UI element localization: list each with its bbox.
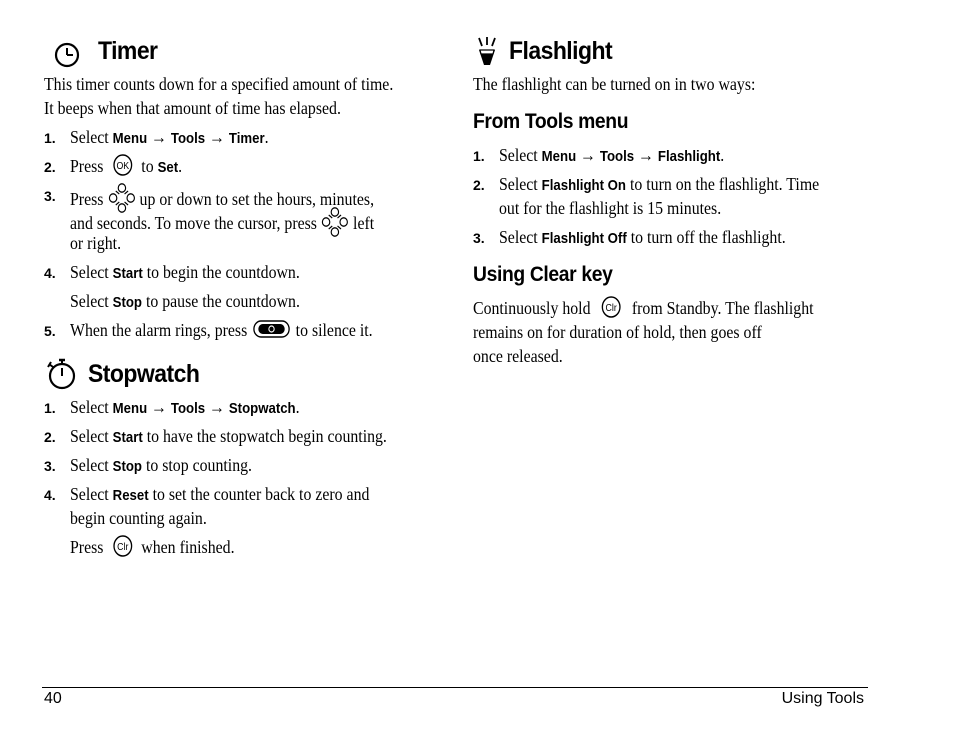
timer-heading: Timer (98, 37, 158, 65)
timer-icon (52, 40, 82, 73)
set-label: Set (157, 159, 179, 177)
end-key-icon (251, 319, 291, 345)
step-number: 4. (44, 487, 56, 503)
stopwatch-label: Stopwatch (228, 400, 296, 417)
stop-label: Stop (112, 458, 142, 475)
timer-step-2: Press OK to Set. (70, 154, 182, 182)
timer-step-3-line2: and seconds. To move the cursor, press left (70, 207, 374, 243)
timer-step-3-line1: Press up or down to set the hours, minutes, (70, 183, 374, 219)
timer-step-4: Select Start to begin the countdown. (70, 262, 300, 282)
step-number: 5. (44, 323, 56, 339)
start-label: Start (112, 429, 143, 446)
step-number: 4. (44, 265, 56, 281)
tools-label: Tools (170, 130, 206, 147)
page-number: 40 (44, 690, 62, 707)
timer-step-5: When the alarm rings, press to silence it. (70, 318, 373, 345)
start-label: Start (112, 265, 143, 282)
using-clear-key-heading: Using Clear key (473, 263, 613, 286)
stopwatch-step-1: Select Menu → Tools → Stopwatch. (70, 397, 300, 417)
flashlight-off-label: Flashlight Off (541, 230, 627, 247)
nav-key-icon (321, 207, 349, 243)
flashlight-step-2: Select Flashlight On to turn on the flashlight. Time (499, 174, 820, 194)
step-number: 2. (44, 159, 56, 175)
reset-label: Reset (112, 487, 149, 504)
stopwatch-step-4: Select Reset to set the counter back to zero and (70, 484, 370, 504)
stopwatch-step-4-line2: begin counting again. (70, 508, 207, 528)
flashlight-label: Flashlight (657, 148, 721, 165)
clear-key-line2: remains on for duration of hold, then goes off (473, 322, 762, 342)
stopwatch-step-2: Select Start to have the stopwatch begin counting. (70, 426, 387, 446)
step-number: 3. (473, 230, 485, 246)
timer-label: Timer (228, 130, 265, 147)
step-number: 1. (44, 400, 56, 416)
menu-label: Menu (112, 130, 148, 147)
timer-intro-line1: This timer counts down for a specified amount of time. (44, 74, 394, 94)
step-number: 1. (473, 148, 485, 164)
menu-label: Menu (541, 148, 577, 165)
tools-label: Tools (599, 148, 635, 165)
from-tools-menu-heading: From Tools menu (473, 110, 629, 133)
flashlight-step-3: Select Flashlight Off to turn off the flashlight. (499, 227, 786, 247)
footer-divider (42, 687, 868, 688)
timer-step-3-line3: or right. (70, 233, 122, 253)
svg-text:Clr: Clr (116, 540, 128, 553)
step-number: 3. (44, 458, 56, 474)
step-number: 3. (44, 188, 56, 204)
step-number: 2. (473, 177, 485, 193)
timer-intro-line2: It beeps when that amount of time has elapsed. (44, 98, 341, 118)
section-name: Using Tools (781, 690, 864, 707)
stopwatch-step-4-sub: Press Clr when finished. (70, 535, 235, 563)
flashlight-on-label: Flashlight On (541, 177, 627, 194)
stopwatch-step-3: Select Stop to stop counting. (70, 455, 252, 475)
flashlight-icon (474, 36, 500, 73)
svg-text:Clr: Clr (605, 301, 617, 314)
ok-key-icon (107, 154, 137, 182)
clear-key-line3: once released. (473, 346, 563, 366)
stopwatch-icon (45, 356, 79, 395)
stop-label: Stop (112, 294, 142, 311)
clr-key-icon (107, 535, 137, 563)
timer-step-4-sub: Select Stop to pause the countdown. (70, 291, 300, 311)
flashlight-step-2-line2: out for the flashlight is 15 minutes. (499, 198, 722, 218)
stopwatch-heading: Stopwatch (88, 360, 200, 388)
flashlight-heading: Flashlight (509, 37, 613, 65)
step-number: 2. (44, 429, 56, 445)
timer-step-1: Select Menu → Tools → Timer. (70, 127, 269, 147)
step-number: 1. (44, 130, 56, 146)
svg-text:OK: OK (116, 159, 129, 172)
flashlight-intro: The flashlight can be turned on in two ways: (473, 74, 756, 94)
flashlight-step-1: Select Menu → Tools → Flashlight. (499, 145, 725, 165)
menu-label: Menu (112, 400, 148, 417)
tools-label: Tools (170, 400, 206, 417)
clear-key-line1: Continuously hold Clr from Standby. The flashlight (473, 296, 814, 324)
